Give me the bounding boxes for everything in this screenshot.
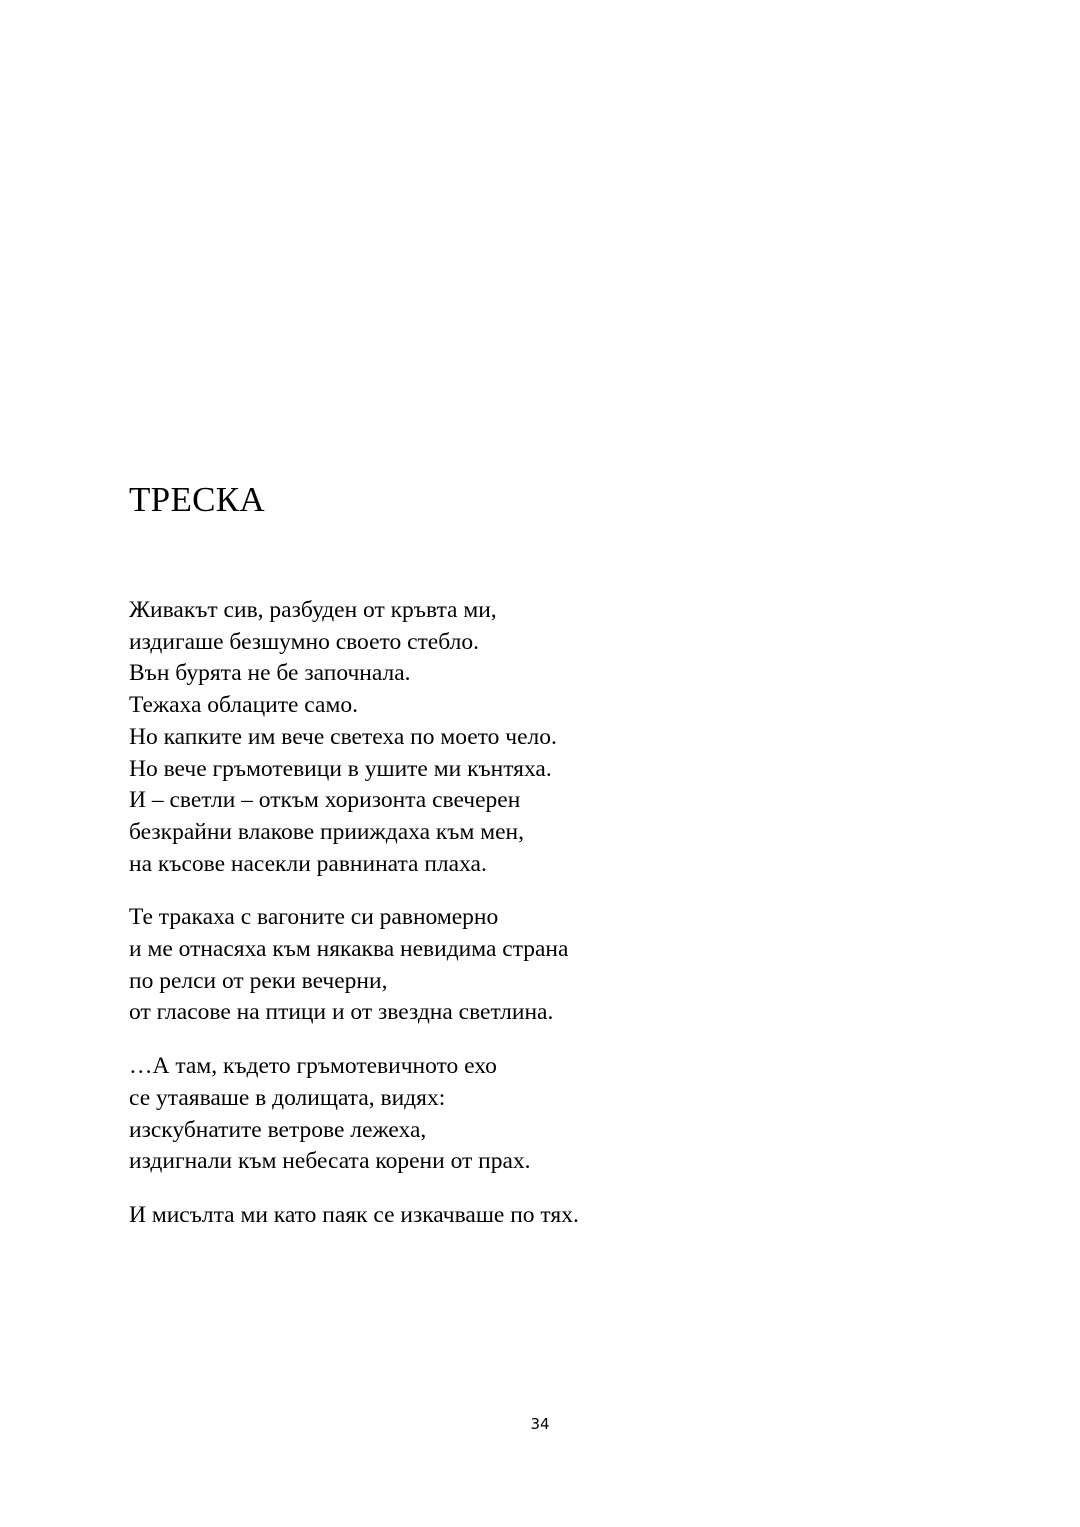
poem-line: безкрайни влакове прииждаха към мен,	[129, 818, 524, 845]
page-number: 34	[530, 1415, 550, 1433]
poem-body	[129, 595, 1029, 1254]
poem-line: …А там, където гръмотевичното ехо	[129, 1053, 497, 1080]
poem-line: Тежаха облаците само.	[129, 692, 358, 719]
poem-line: на късове насекли равнината плаха.	[129, 850, 487, 877]
poem-line: Живакът сив, разбуден от кръвта ми,	[129, 597, 497, 623]
poem-line: И – светли – откъм хоризонта свечерен	[129, 787, 521, 814]
stanza-1	[129, 595, 1029, 880]
poem-line: от гласове на птици и от звездна светлина.	[129, 999, 554, 1026]
poem-line: Те тракаха с вагоните си равномерно	[129, 904, 499, 931]
poem-title: ТРЕСКА	[129, 480, 265, 519]
stanza-4	[129, 1200, 1029, 1232]
poem-line: се утаяваше в долищата, видях:	[129, 1084, 446, 1111]
poem-line: издигаше безшумно своето стебло.	[129, 628, 479, 655]
poem-line: Но капките им вече светеха по моето чело.	[129, 723, 557, 750]
poem-line: изскубнатите ветрове лежеха,	[129, 1116, 427, 1143]
poem-line: Но вече гръмотевици в ушите ми кънтяха.	[129, 755, 552, 782]
poem-line: издигнали към небесата корени от прах.	[129, 1148, 531, 1175]
stanza-2	[129, 902, 1029, 1029]
poem-line: Вън бурята не бе започнала.	[129, 660, 411, 687]
poem-line: по релси от реки вечерни,	[129, 967, 388, 994]
stanza-3	[129, 1051, 1029, 1178]
poem-line: и ме отнасяха към някаква невидима страна	[129, 936, 569, 963]
poem-line: И мисълта ми като паяк се изкачваше по тях.	[129, 1201, 579, 1228]
